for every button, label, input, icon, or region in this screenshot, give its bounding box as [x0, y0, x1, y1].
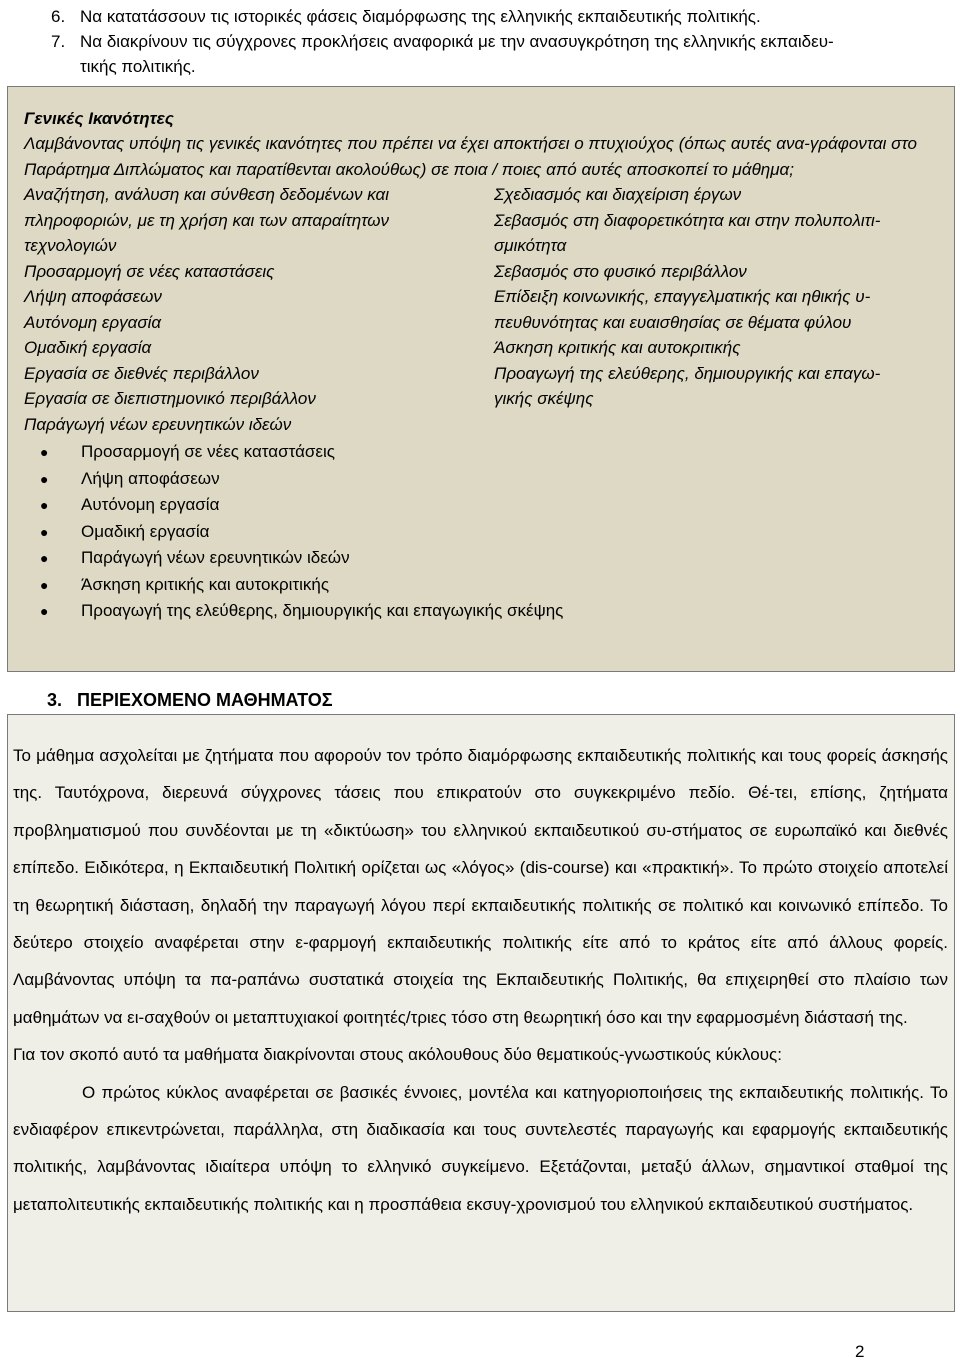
competence-line: πληροφοριών, με τη χρήση και των απαραίτητων: [24, 210, 389, 230]
bullet-icon: ●: [40, 603, 49, 619]
competence-line: Επίδειξη κοινωνικής, επαγγελματικής και ηθικής υ-: [494, 287, 871, 306]
content-paragraph: Ο πρώτος κύκλος αναφέρεται σε βασικές έννοιες, μοντέλα και κατηγοριοποιήσεις της εκπαιδευτικής πολιτικής. Το ενδιαφέρον επικεντρώνεται, παράλληλα, στη διαδικασία και τους συντελεστές παραγωγής και εφαρμογής εκπαιδευτικής πολιτικής, λαμβάνοντας ιδιαίτερα υπόψη το ελληνικό συγκείμενο. Εξετάζονται, μεταξύ άλλων, σημαντικοί σταθμοί της μεταπολιτευτικής εκπαιδευτικής πολιτικής και η προσπάθεια εκσυγ-χρονισμού του ελληνικού εκπαιδευτικού συστήματος.: [13, 1082, 948, 1214]
list-item: ● Άσκηση κριτικής και αυτοκριτικής: [24, 572, 954, 599]
bullet-icon: ●: [40, 550, 49, 566]
bullet-icon: ●: [40, 497, 49, 513]
objective-text: Να διακρίνουν τις σύγχρονες προκλήσεις αναφορικά με την ανασυγκρότηση της ελληνικής εκπαιδευ- τικής πολιτικής.: [80, 32, 834, 76]
objective-item: [0, 4, 960, 29]
selected-competences-list: [24, 439, 954, 625]
competence-line: τεχνολογιών: [24, 236, 117, 255]
competence-line: Αυτόνομη εργασία: [24, 312, 162, 332]
objective-number: 7.: [51, 32, 66, 51]
competence-line: Προσαρμογή σε νέες καταστάσεις: [24, 261, 275, 281]
competence-line: Άσκηση κριτικής και αυτοκριτικής: [494, 338, 741, 357]
competences-intro: Λαμβάνοντας υπόψη τις γενικές ικανότητες που πρέπει να έχει αποκτήσει ο πτυχιούχος (όπως αυτές ανα-γράφονται στο Παράρτημα Διπλώματος και παρατίθενται ακολούθως) σε ποια / ποιες από αυτές αποσκοπεί το μάθημα;: [24, 134, 917, 179]
bullet-icon: ●: [40, 470, 49, 487]
competence-line: Εργασία σε διεπιστημονικό περιβάλλον: [24, 389, 316, 408]
competences-box: [7, 86, 955, 672]
list-item: ● Προσαρμογή σε νέες καταστάσεις: [24, 439, 954, 466]
competence-line: Σεβασμός στη διαφορετικότητα και στην πολυπολιτι-: [494, 210, 881, 230]
competence-line: Σχεδιασμός και διαχείριση έργων: [494, 185, 742, 204]
competence-line: Εργασία σε διεθνές περιβάλλον: [24, 363, 259, 383]
competence-line: Προαγωγή της ελεύθερης, δημιουργικής και επαγω-: [494, 363, 881, 383]
objective-number: 6.: [51, 7, 66, 26]
content-paragraph: Για τον σκοπό αυτό τα μαθήματα διακρίνονται στους ακόλουθους δύο θεματικούς-γνωστικούς κύκλους:: [13, 1045, 782, 1065]
page-number: 2: [855, 1342, 865, 1361]
competence-line: πευθυνότητας και ευαισθησίας σε θέματα φύλου: [494, 312, 852, 332]
content-paragraph: Το μάθημα ασχολείται με ζητήματα που αφορούν τον τρόπο διαμόρφωσης εκπαιδευτικής πολιτικής και τους φορείς άσκησής της. Ταυτόχρονα, διερευνά σύγχρονες τάσεις που επικρατούν στο συγκεκριμένο πεδίο. Θέ-τει, επίσης, ζητήματα προβληματισμού που συνδέονται με τη «δικτύωση» του ελληνικού εκπαιδευτικού συ-στήματος σε ευρωπαϊκό και διεθνές επίπεδο. Ειδικότερα, η Εκπαιδευτική Πολιτική ορίζεται ως «λόγος» (dis-course) και «πρακτική». Το πρώτο στοιχείο αποτελεί τη θεωρητική διάσταση, δηλαδή την παραγωγή λόγου περί εκπαιδευτικής πολιτικής σε πολιτικό και κοινωνικό επίπεδο. Το δεύτερο στοιχείο αναφέρεται στην ε-φαρμογή εκπαιδευτικής πολιτικής είτε από το κράτος είτε από άλλους φορείς. Λαμβάνοντας υπόψη τα πα-ραπάνω συστατικά στοιχεία της Εκπαιδευτικής Πολιτικής, θα επιχειρηθεί στο πλαίσιο των μαθημάτων να ει-σαχθούν οι μεταπτυχιακοί φοιτητές/τριες τόσο στη θεωρητική όσο και την εφαρμοσμένη διάστασή της.: [13, 746, 948, 1027]
competences-left-column: [24, 182, 494, 437]
section-heading: 3. ΠΕΡΙΕΧΟΜΕΝΟ ΜΑΘΗΜΑΤΟΣ: [47, 690, 333, 710]
bullet-icon: ●: [40, 444, 49, 460]
competences-right-column: [494, 182, 944, 437]
list-item: ● Παράγωγή νέων ερευνητικών ιδεών: [24, 545, 954, 572]
objective-text: Να κατατάσσουν τις ιστορικές φάσεις διαμόρφωσης της ελληνικής εκπαιδευτικής πολιτικής.: [80, 7, 761, 26]
bullet-icon: ●: [40, 576, 49, 593]
competences-title: Γενικές Ικανότητες: [24, 109, 174, 128]
competence-line: Αναζήτηση, ανάλυση και σύνθεση δεδομένων και: [24, 185, 390, 204]
competence-line: Λήψη αποφάσεων: [24, 287, 162, 306]
competence-line: σμικότητα: [494, 236, 567, 255]
list-item: ● Αυτόνομη εργασία: [24, 492, 954, 519]
objective-item: [0, 29, 960, 79]
competence-line: γικής σκέψης: [494, 389, 594, 408]
course-content-box: [7, 714, 955, 1312]
list-item: ● Προαγωγή της ελεύθερης, δημιουργικής και επαγωγικής σκέψης: [24, 598, 954, 625]
competence-line: Ομαδική εργασία: [24, 338, 152, 357]
competence-line: Σεβασμός στο φυσικό περιβάλλον: [494, 261, 747, 281]
competences-columns: [24, 182, 954, 437]
list-item: ● Ομαδική εργασία: [24, 519, 954, 546]
list-item: ● Λήψη αποφάσεων: [24, 466, 954, 493]
competence-line: Παράγωγή νέων ερευνητικών ιδεών: [24, 414, 292, 434]
objectives-list: [0, 4, 960, 79]
bullet-icon: ●: [40, 523, 49, 540]
